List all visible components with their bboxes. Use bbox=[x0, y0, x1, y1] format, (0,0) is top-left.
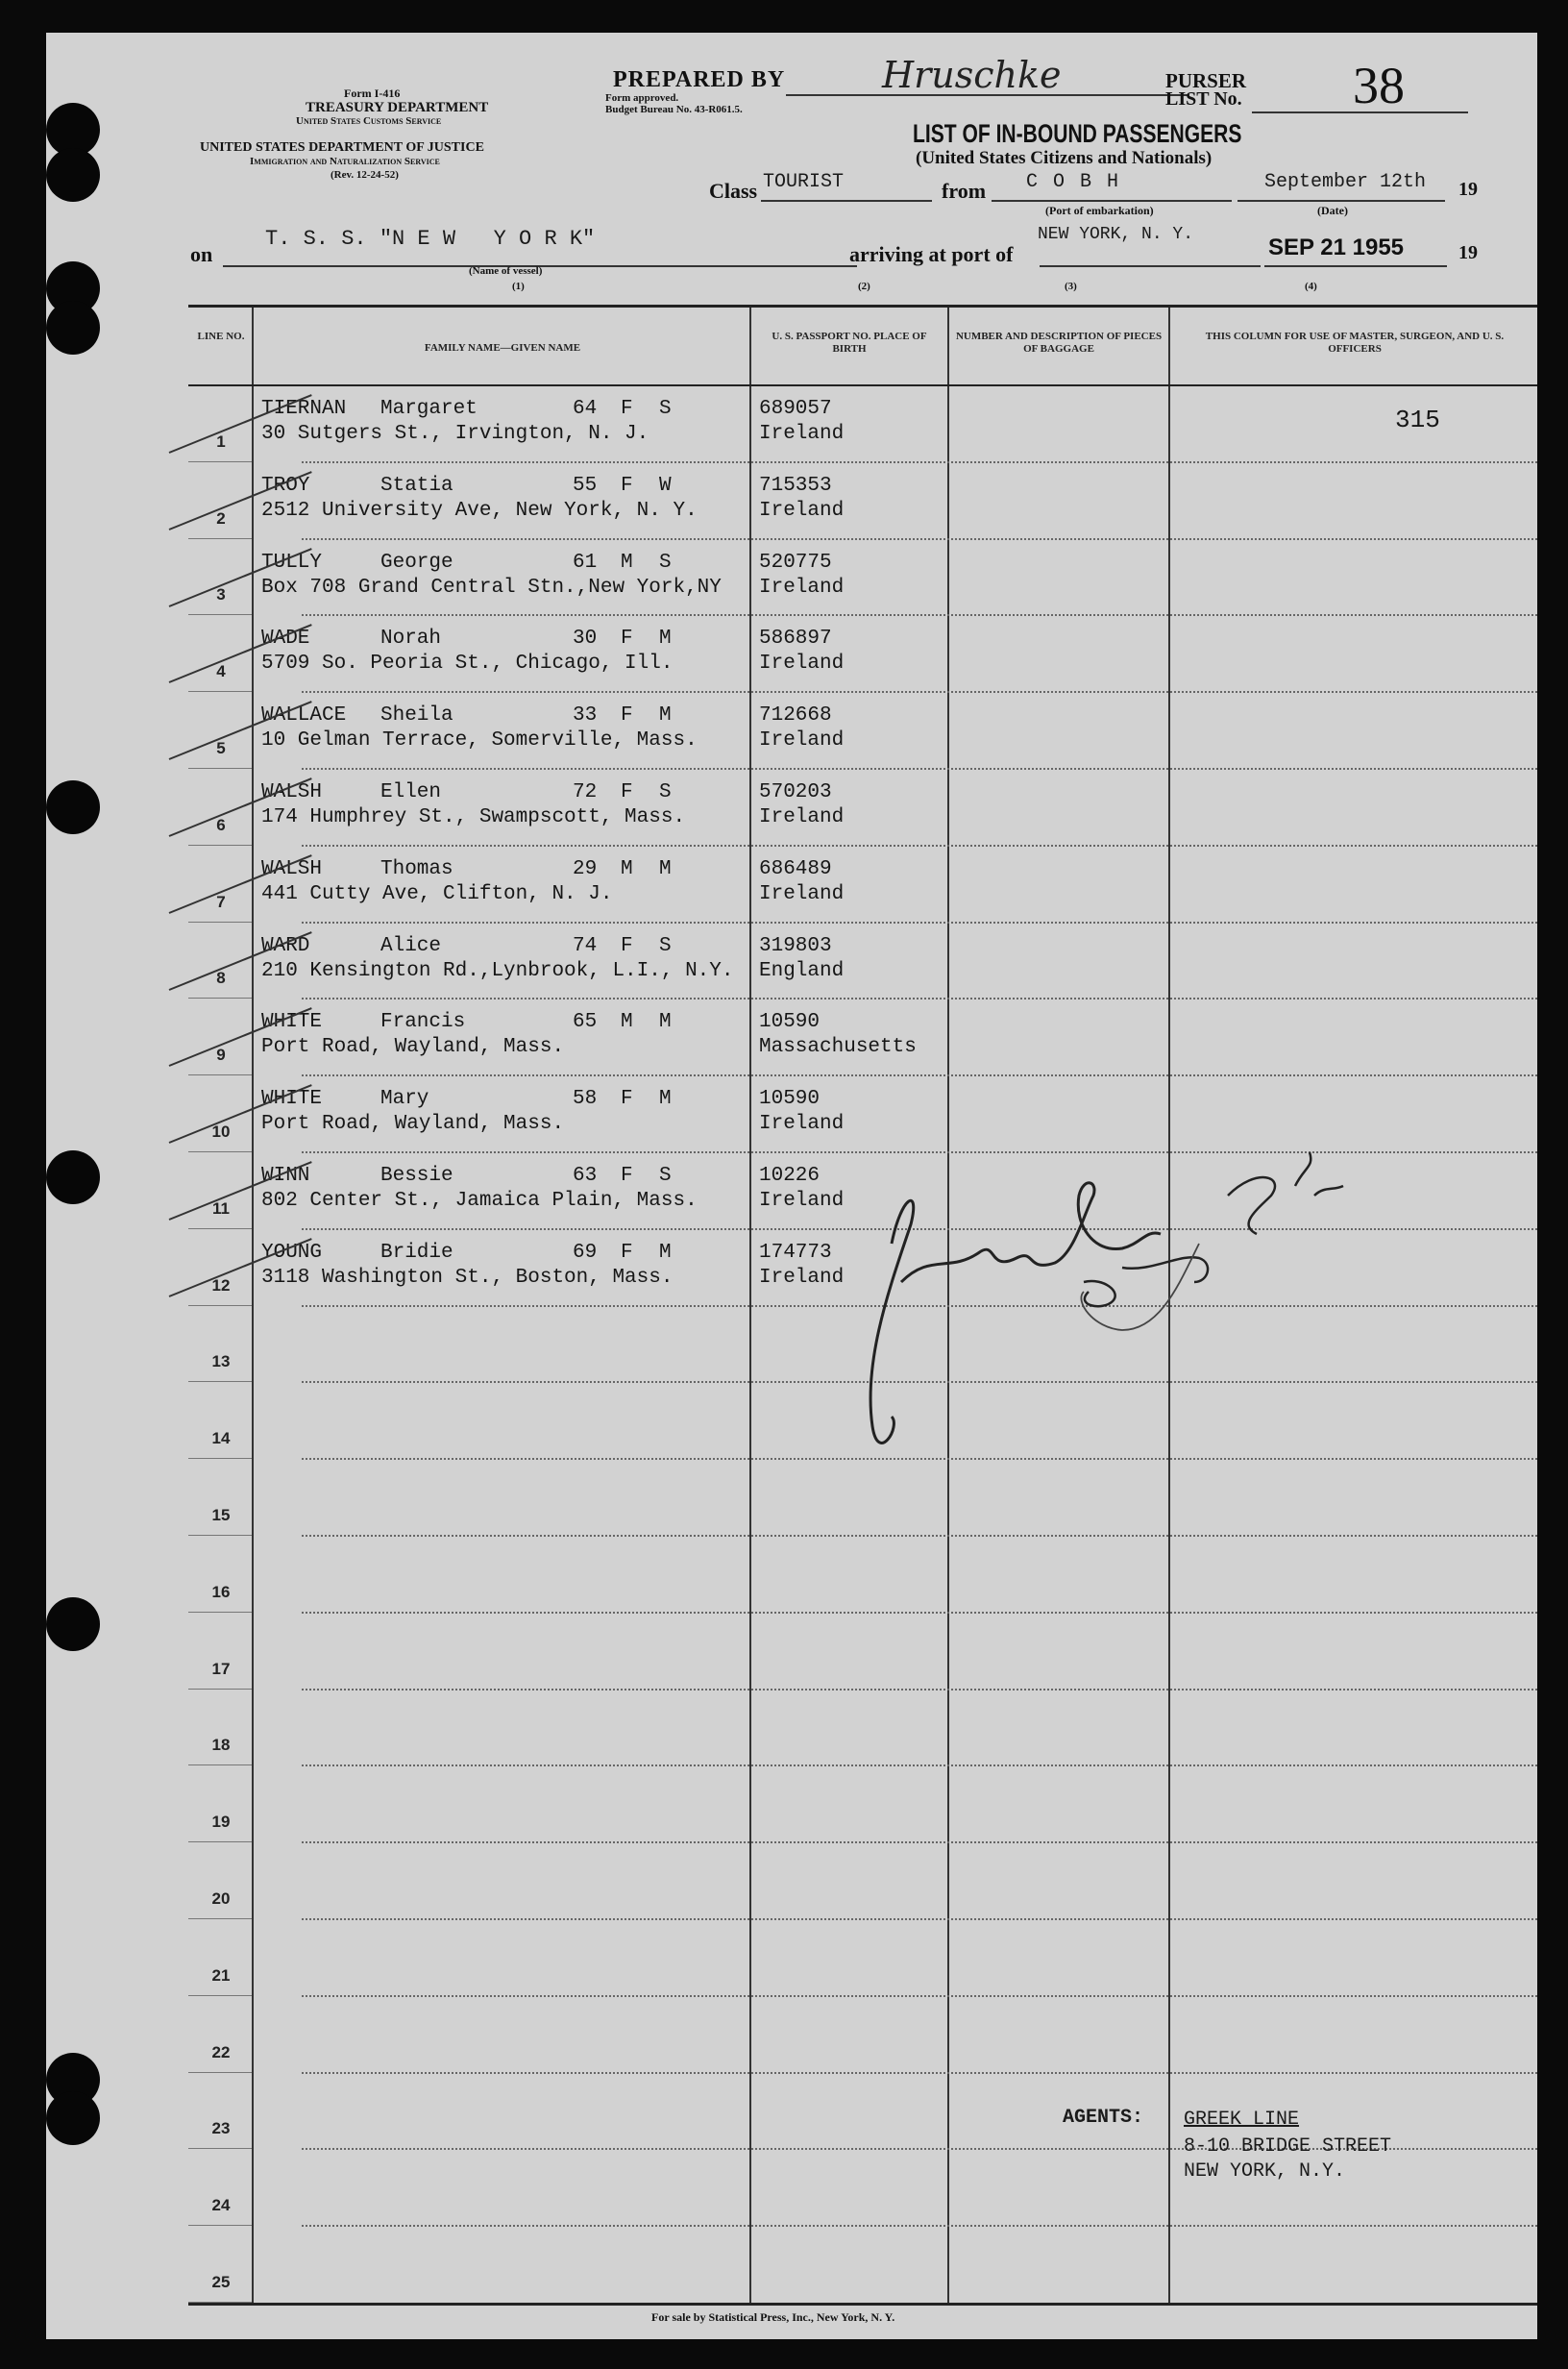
row-rule bbox=[188, 1151, 252, 1152]
passenger-family-name: WARD bbox=[261, 934, 310, 957]
row-number: 1 bbox=[216, 432, 226, 451]
row-divider bbox=[302, 614, 1537, 616]
arrival-date-line bbox=[1264, 265, 1447, 267]
arrival-port-value: NEW YORK, N. Y. bbox=[1038, 225, 1194, 244]
row-rule bbox=[188, 1689, 252, 1690]
footer-note: For sale by Statistical Press, Inc., New York, N. Y. bbox=[651, 2310, 895, 2324]
row-divider bbox=[302, 998, 1537, 999]
passenger-family-name: YOUNG bbox=[261, 1241, 323, 1264]
row-divider bbox=[302, 1074, 1537, 1076]
row-number: 13 bbox=[211, 1352, 231, 1371]
place-of-birth: Ireland bbox=[759, 1190, 845, 1212]
passport-number: 10226 bbox=[759, 1165, 821, 1187]
from-line bbox=[992, 200, 1232, 202]
row-divider bbox=[302, 1918, 1537, 1920]
col-header-officers: THIS COLUMN FOR USE OF MASTER, SURGEON, AND U. S. OFFICERS bbox=[1205, 331, 1505, 355]
row-divider bbox=[302, 1612, 1537, 1614]
passenger-status: S bbox=[659, 781, 672, 803]
col-divider-line-no bbox=[252, 308, 254, 2303]
passenger-age: 69 bbox=[573, 1241, 598, 1264]
passenger-age: 55 bbox=[573, 474, 598, 497]
row-number: 3 bbox=[216, 585, 226, 605]
passenger-status: M bbox=[659, 857, 672, 880]
passenger-status: S bbox=[659, 398, 672, 420]
row-rule bbox=[188, 998, 252, 999]
passenger-age: 58 bbox=[573, 1088, 598, 1111]
class-line bbox=[761, 200, 932, 202]
row-number: 10 bbox=[211, 1123, 231, 1141]
header-rule bbox=[188, 384, 1537, 386]
row-rule bbox=[188, 922, 252, 923]
passenger-age: 29 bbox=[573, 857, 598, 880]
passenger-status: M bbox=[659, 704, 672, 728]
row-rule bbox=[188, 2072, 252, 2073]
place-of-birth: England bbox=[759, 959, 845, 982]
row-number: 12 bbox=[211, 1275, 231, 1295]
place-of-birth: Ireland bbox=[759, 1113, 845, 1136]
passenger-sex: M bbox=[621, 1011, 633, 1034]
passport-number: 715353 bbox=[759, 474, 832, 497]
treasury-label: TREASURY DEPARTMENT bbox=[306, 100, 489, 115]
passenger-age: 30 bbox=[573, 628, 598, 651]
passenger-status: M bbox=[659, 1241, 672, 1264]
row-rule bbox=[188, 1535, 252, 1536]
row-divider bbox=[302, 1764, 1537, 1766]
revision-label: (Rev. 12-24-52) bbox=[331, 169, 399, 181]
port-embarkation-caption: (Port of embarkation) bbox=[1045, 204, 1154, 217]
passenger-age: 72 bbox=[573, 781, 598, 803]
row-divider bbox=[302, 768, 1537, 770]
agents-label: AGENTS: bbox=[1063, 2107, 1144, 2129]
caption-2: (2) bbox=[858, 281, 870, 292]
arriving-label: arriving at port of bbox=[849, 242, 1014, 266]
caption-3: (3) bbox=[1065, 281, 1077, 292]
row-number: 9 bbox=[216, 1046, 226, 1065]
date-value: September 12th bbox=[1264, 171, 1427, 193]
passenger-list-sheet bbox=[46, 33, 1537, 2339]
passenger-address: 3118 Washington St., Boston, Mass. bbox=[261, 1266, 674, 1289]
col-header-baggage: NUMBER AND DESCRIPTION OF PIECES OF BAGGAGE bbox=[955, 331, 1163, 355]
row-rule bbox=[188, 1918, 252, 1919]
ins-label: Immigration and Naturalization Service bbox=[250, 156, 440, 167]
row-rule bbox=[188, 2225, 252, 2226]
officer-note: 315 bbox=[1395, 406, 1440, 434]
row-rule bbox=[188, 1228, 252, 1229]
passenger-address: 210 Kensington Rd.,Lynbrook, L.I., N.Y. bbox=[261, 959, 734, 982]
row-divider bbox=[302, 922, 1537, 924]
row-number: 7 bbox=[216, 892, 226, 911]
row-rule bbox=[188, 1764, 252, 1765]
passenger-family-name: WINN bbox=[261, 1165, 310, 1187]
vessel-value: T. S. S. "N E W Y O R K" bbox=[265, 227, 596, 251]
col-header-name: FAMILY NAME—GIVEN NAME bbox=[424, 342, 581, 354]
passenger-family-name: TIERNAN bbox=[261, 398, 347, 420]
class-value: TOURIST bbox=[763, 171, 845, 193]
row-number: 24 bbox=[211, 2196, 231, 2215]
place-of-birth: Ireland bbox=[759, 499, 845, 522]
passenger-given-name: Francis bbox=[380, 1011, 466, 1034]
passenger-family-name: WALSH bbox=[261, 857, 323, 880]
passenger-given-name: Statia bbox=[380, 474, 453, 497]
passenger-address: Port Road, Wayland, Mass. bbox=[261, 1113, 565, 1136]
passport-number: 686489 bbox=[759, 857, 832, 880]
passenger-given-name: Bessie bbox=[380, 1165, 453, 1187]
row-rule bbox=[188, 2302, 252, 2303]
binder-hole bbox=[46, 1150, 100, 1204]
list-subtitle: (United States Citizens and Nationals) bbox=[916, 148, 1213, 168]
row-rule bbox=[188, 1381, 252, 1382]
passenger-status: S bbox=[659, 1165, 672, 1187]
row-number: 11 bbox=[212, 1198, 230, 1218]
arrival-date-stamp: SEP 21 1955 bbox=[1268, 234, 1405, 260]
passport-number: 10590 bbox=[759, 1011, 821, 1034]
passenger-given-name: Ellen bbox=[380, 781, 442, 803]
row-rule bbox=[188, 845, 252, 846]
place-of-birth: Massachusetts bbox=[759, 1036, 917, 1059]
passenger-sex: F bbox=[621, 1165, 633, 1187]
row-rule bbox=[188, 538, 252, 539]
passenger-given-name: Mary bbox=[380, 1088, 429, 1111]
passenger-age: 64 bbox=[573, 398, 598, 420]
passenger-status: M bbox=[659, 1088, 672, 1111]
passenger-age: 63 bbox=[573, 1165, 598, 1187]
row-number: 25 bbox=[211, 2273, 231, 2291]
row-number: 6 bbox=[216, 815, 226, 834]
officer-signature bbox=[834, 1138, 1372, 1542]
caption-4: (4) bbox=[1305, 281, 1317, 292]
passenger-family-name: WALLACE bbox=[261, 704, 347, 728]
passenger-age: 33 bbox=[573, 704, 598, 728]
passenger-given-name: Bridie bbox=[380, 1241, 453, 1264]
place-of-birth: Ireland bbox=[759, 1266, 845, 1289]
passenger-status: M bbox=[659, 1011, 672, 1034]
place-of-birth: Ireland bbox=[759, 882, 845, 905]
from-value: C O B H bbox=[1026, 171, 1121, 193]
row-number: 19 bbox=[211, 1813, 231, 1832]
row-rule bbox=[188, 614, 252, 615]
prepared-by-label: PREPARED BY bbox=[613, 67, 786, 92]
passenger-family-name: WALSH bbox=[261, 781, 323, 803]
agents-line-2: 8-10 BRIDGE STREET bbox=[1184, 2135, 1392, 2158]
list-title: LIST OF IN-BOUND PASSENGERS bbox=[913, 119, 1242, 148]
col-header-line-no: LINE NO. bbox=[197, 331, 245, 342]
passenger-status: M bbox=[659, 628, 672, 651]
passenger-sex: F bbox=[621, 398, 633, 420]
list-no-value: 38 bbox=[1353, 57, 1405, 114]
row-rule bbox=[188, 768, 252, 769]
passenger-age: 65 bbox=[573, 1011, 598, 1034]
place-of-birth: Ireland bbox=[759, 576, 845, 599]
row-number: 23 bbox=[211, 2119, 231, 2138]
passenger-sex: F bbox=[621, 704, 633, 728]
passenger-address: 10 Gelman Terrace, Somerville, Mass. bbox=[261, 729, 698, 753]
budget-bureau-label: Budget Bureau No. 43-R061.5. bbox=[605, 104, 743, 115]
passport-number: 689057 bbox=[759, 398, 832, 420]
row-rule bbox=[188, 1458, 252, 1459]
passenger-sex: F bbox=[621, 934, 633, 957]
caption-1: (1) bbox=[512, 281, 525, 292]
passenger-sex: F bbox=[621, 628, 633, 651]
row-rule bbox=[188, 1995, 252, 1996]
row-number: 22 bbox=[211, 2042, 231, 2061]
binder-hole bbox=[46, 2091, 100, 2145]
passenger-address: 802 Center St., Jamaica Plain, Mass. bbox=[261, 1190, 698, 1212]
passenger-family-name: WADE bbox=[261, 628, 310, 651]
date-year-prefix: 19 bbox=[1458, 179, 1478, 200]
passenger-given-name: George bbox=[380, 551, 453, 574]
passenger-family-name: WHITE bbox=[261, 1011, 323, 1034]
passenger-given-name: Alice bbox=[380, 934, 442, 957]
passenger-address: 30 Sutgers St., Irvington, N. J. bbox=[261, 423, 649, 445]
prepared-by-signature: Hruschke bbox=[882, 54, 1062, 96]
row-rule bbox=[188, 2148, 252, 2149]
row-divider bbox=[302, 1841, 1537, 1843]
col-header-passport: U. S. PASSPORT NO. PLACE OF BIRTH bbox=[772, 331, 927, 355]
passenger-status: S bbox=[659, 551, 672, 574]
binder-hole bbox=[46, 301, 100, 355]
row-rule bbox=[188, 1841, 252, 1842]
row-rule bbox=[188, 461, 252, 462]
passenger-family-name: TROY bbox=[261, 474, 310, 497]
passenger-given-name: Norah bbox=[380, 628, 442, 651]
passenger-status: W bbox=[659, 474, 672, 497]
passenger-status: S bbox=[659, 934, 672, 957]
passenger-sex: F bbox=[621, 1088, 633, 1111]
passenger-address: 174 Humphrey St., Swampscott, Mass. bbox=[261, 806, 686, 828]
row-number: 18 bbox=[211, 1736, 231, 1755]
passport-number: 174773 bbox=[759, 1241, 832, 1264]
passenger-age: 61 bbox=[573, 551, 598, 574]
passenger-sex: M bbox=[621, 857, 633, 880]
row-rule bbox=[188, 1305, 252, 1306]
passenger-given-name: Sheila bbox=[380, 704, 453, 728]
passport-number: 586897 bbox=[759, 628, 832, 651]
signature-text bbox=[940, 1186, 944, 1187]
date-caption: (Date) bbox=[1317, 204, 1348, 217]
arrival-year-prefix: 19 bbox=[1458, 242, 1478, 263]
row-rule bbox=[188, 1074, 252, 1075]
agents-line-3: NEW YORK, N.Y. bbox=[1184, 2160, 1346, 2183]
form-approved-label: Form approved. bbox=[605, 92, 679, 104]
place-of-birth: Ireland bbox=[759, 423, 845, 445]
row-divider bbox=[302, 691, 1537, 693]
passenger-sex: F bbox=[621, 474, 633, 497]
list-no-label: LIST No. bbox=[1165, 88, 1242, 110]
passenger-address: 441 Cutty Ave, Clifton, N. J. bbox=[261, 882, 613, 905]
row-divider bbox=[302, 845, 1537, 847]
row-number: 8 bbox=[216, 969, 226, 988]
place-of-birth: Ireland bbox=[759, 729, 845, 753]
passenger-sex: F bbox=[621, 781, 633, 803]
binder-hole bbox=[46, 1597, 100, 1651]
passport-number: 10590 bbox=[759, 1088, 821, 1111]
row-number: 17 bbox=[211, 1659, 231, 1678]
class-label: Class bbox=[709, 179, 758, 203]
row-number: 21 bbox=[211, 1965, 231, 1985]
time-note bbox=[1228, 1167, 1230, 1168]
row-divider bbox=[302, 2072, 1537, 2074]
passenger-family-name: WHITE bbox=[261, 1088, 323, 1111]
row-number: 15 bbox=[211, 1506, 231, 1524]
row-divider bbox=[302, 1689, 1537, 1690]
row-number: 14 bbox=[211, 1429, 231, 1448]
row-number: 4 bbox=[216, 662, 226, 681]
passenger-given-name: Margaret bbox=[380, 398, 478, 420]
passport-number: 520775 bbox=[759, 551, 832, 574]
passenger-sex: M bbox=[621, 551, 633, 574]
passenger-address: Port Road, Wayland, Mass. bbox=[261, 1036, 565, 1059]
row-rule bbox=[188, 691, 252, 692]
justice-label: UNITED STATES DEPARTMENT OF JUSTICE bbox=[200, 140, 484, 155]
agents-line-1: GREEK LINE bbox=[1184, 2109, 1300, 2131]
place-of-birth: Ireland bbox=[759, 806, 845, 828]
date-line bbox=[1237, 200, 1445, 202]
row-number: 16 bbox=[211, 1582, 231, 1601]
row-divider bbox=[302, 461, 1537, 463]
passenger-address: 2512 University Ave, New York, N. Y. bbox=[261, 499, 698, 522]
row-divider bbox=[302, 1995, 1537, 1997]
row-rule bbox=[188, 1612, 252, 1613]
passenger-address: 5709 So. Peoria St., Chicago, Ill. bbox=[261, 653, 674, 676]
passport-number: 712668 bbox=[759, 704, 832, 728]
place-of-birth: Ireland bbox=[759, 653, 845, 676]
arrival-port-line bbox=[1040, 265, 1261, 267]
binder-hole bbox=[46, 780, 100, 834]
passenger-family-name: TULLY bbox=[261, 551, 323, 574]
on-label: on bbox=[190, 242, 213, 266]
passport-number: 319803 bbox=[759, 934, 832, 957]
passport-number: 570203 bbox=[759, 781, 832, 803]
form-number: Form I-416 bbox=[344, 86, 401, 100]
row-number: 20 bbox=[211, 1889, 231, 1908]
customs-label: United States Customs Service bbox=[296, 115, 442, 127]
row-divider bbox=[302, 538, 1537, 540]
passenger-given-name: Thomas bbox=[380, 857, 453, 880]
binder-hole bbox=[46, 148, 100, 202]
row-number: 5 bbox=[216, 739, 226, 757]
row-divider bbox=[302, 2225, 1537, 2227]
purser-label: PURSER bbox=[1165, 69, 1247, 92]
passenger-address: Box 708 Grand Central Stn.,New York,NY bbox=[261, 576, 722, 599]
from-label: from bbox=[942, 179, 987, 203]
passenger-sex: F bbox=[621, 1241, 633, 1264]
row-number: 2 bbox=[216, 508, 226, 528]
passenger-age: 74 bbox=[573, 934, 598, 957]
vessel-caption: (Name of vessel) bbox=[469, 265, 543, 277]
